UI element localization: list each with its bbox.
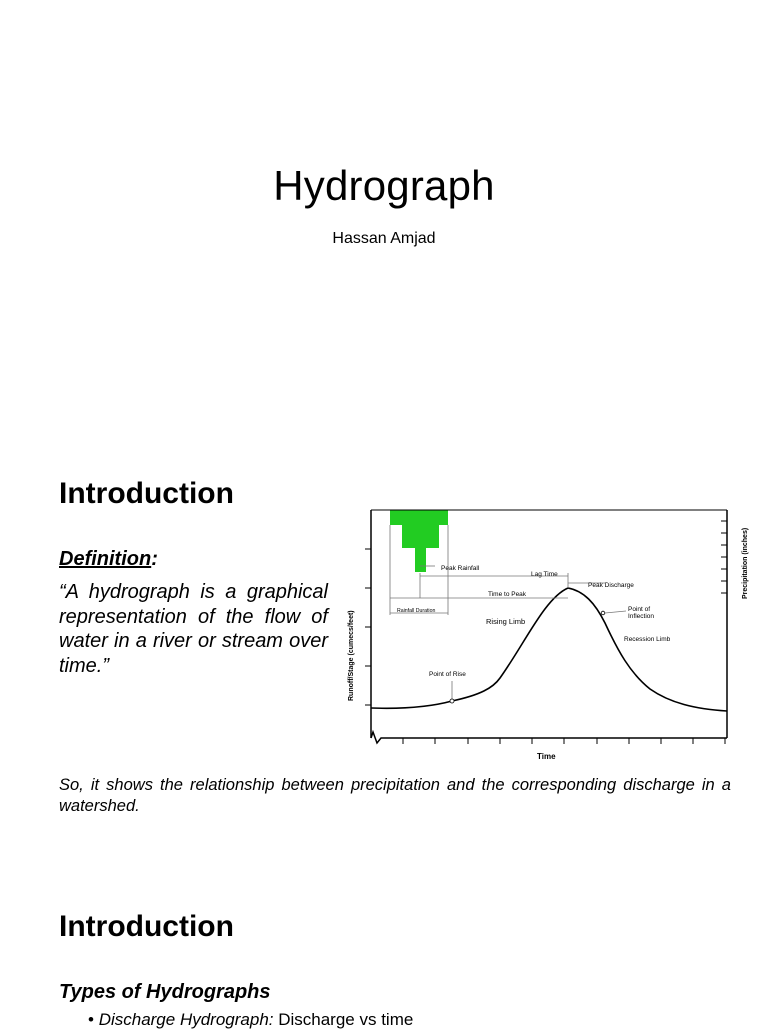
definition-label-text: Definition: [59, 548, 152, 570]
hydrograph-curve: [371, 588, 727, 711]
lag-time-label: Lag Time: [531, 571, 558, 578]
bullet-description: Discharge vs time: [273, 1010, 414, 1029]
definition-quote: “A hydrograph is a graphical representation of the flow of water in a river or stream over time.”: [59, 581, 328, 677]
definition-label: [59, 548, 158, 571]
x-axis: [371, 732, 727, 743]
section-heading: Introduction: [59, 910, 234, 943]
left-ticks: [365, 549, 371, 705]
point-of-rise-label: Point of Rise: [429, 671, 466, 678]
rainfall-duration-label: Rainfall Duration: [397, 608, 436, 614]
section-heading: Introduction: [59, 477, 234, 510]
bullet-term: Discharge Hydrograph:: [98, 1010, 274, 1029]
bottom-ticks: [403, 738, 725, 744]
point-of-rise-marker: [450, 699, 454, 703]
rainfall-bars: [390, 510, 448, 572]
peak-rainfall-label: Peak Rainfall: [441, 565, 480, 572]
peak-discharge-label: Peak Discharge: [588, 582, 634, 589]
types-label: Types of Hydrographs: [59, 981, 271, 1003]
right-ticks: [721, 521, 727, 593]
summary-text: So, it shows the relationship between precipitation and the corresponding discharge in a watershed.: [59, 776, 731, 815]
hydrograph-figure: [340, 503, 760, 765]
slide-title: Hydrograph: [273, 162, 495, 209]
y-axis-left-label: Runoff/Stage (cumecs/feet): [348, 610, 355, 701]
bullet-marker: •: [88, 1010, 94, 1029]
x-axis-label: Time: [537, 752, 556, 761]
point-of-inflection-label-1: Point of: [628, 606, 651, 613]
rising-limb-label: Rising Limb: [486, 617, 526, 626]
time-to-peak-label: Time to Peak: [488, 591, 527, 598]
y-axis-right-label: Precipitation (inches): [742, 527, 749, 599]
slide-author: Hassan Amjad: [332, 230, 436, 247]
definition-colon: :: [151, 548, 158, 570]
inflection-marker: [601, 611, 605, 615]
point-of-inflection-label-2: Inflection: [628, 613, 655, 620]
recession-limb-label: Recession Limb: [624, 636, 671, 643]
list-item: [88, 1010, 413, 1030]
